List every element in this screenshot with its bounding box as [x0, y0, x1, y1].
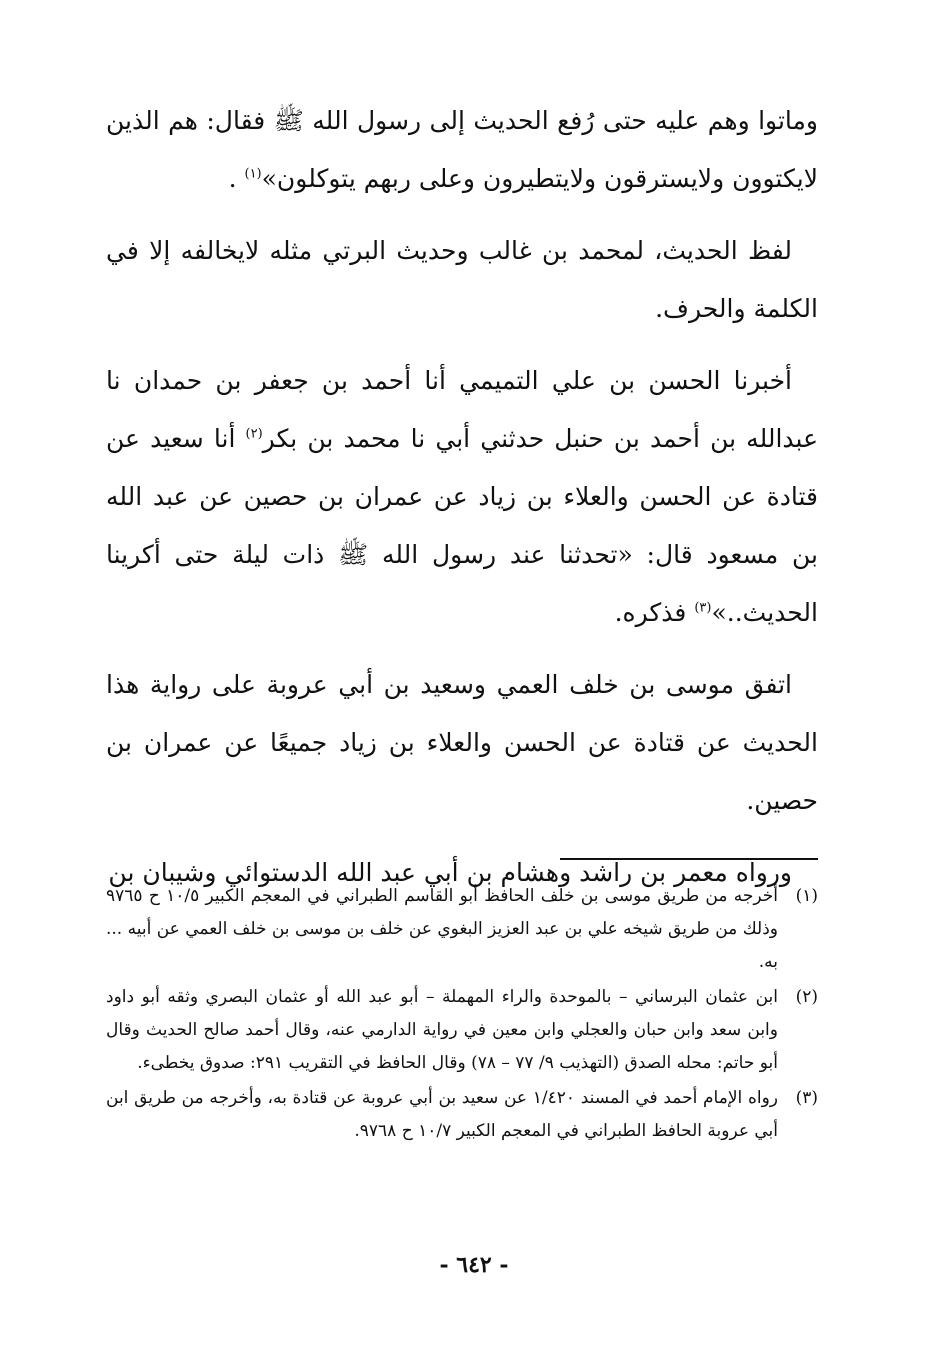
- footnote-3: [106, 1082, 818, 1148]
- footnote-separator: [560, 858, 818, 860]
- paragraph-3-part-a: أخبرنا الحسن بن علي التميمي أنا أحمد بن جعفر بن حمدان نا عبدالله بن أحمد بن حنبل حدثني أبي نا محمد بن بكر: [106, 366, 819, 453]
- footnote-number: (١): [795, 886, 818, 906]
- footnotes: [106, 880, 818, 1150]
- paragraph-3-part-b: أنا سعيد عن قتادة عن الحسن والعلاء بن زياد عن عمران بن حصين عن عبد الله بن مسعود قال: «تحدثنا عند رسول الله ﷺ ذات ليلة حتى أكرينا الحديث..»: [106, 424, 818, 627]
- footnote-1: [106, 880, 818, 979]
- footnote-ref-2: (٢): [245, 426, 263, 442]
- paragraph-3: [106, 352, 818, 642]
- footnote-number: (٢): [795, 987, 818, 1007]
- main-text: [106, 92, 818, 916]
- paragraph-1-end: .: [228, 164, 245, 193]
- page-number: - ٦٤٢ -: [439, 1252, 509, 1278]
- paragraph-2: لفظ الحديث، لمحمد بن غالب وحديث البرتي مثله لايخالفه إلا في الكلمة والحرف.: [106, 236, 818, 323]
- paragraph-1-text: وماتوا وهم عليه حتى رُفع الحديث إلى رسول الله ﷺ فقال: هم الذين لايكتوون ولايسترقون ولايتطيرون وعلى ربهم يتوكلون»: [106, 106, 818, 193]
- paragraph-5: ورواه معمر بن راشد وهشام بن أبي عبد الله الدستوائي وشيبان بن: [108, 858, 792, 887]
- footnote-2: [106, 981, 818, 1080]
- footnote-text: أخرجه من طريق موسى بن خلف الحافظ أبو القاسم الطبراني في المعجم الكبير ١٠/٥ ح ٩٧٦٥ وذلك من طريق شيخه علي بن عبد العزيز البغوي عن خلف بن موسى بن خلف العمي عن أبيه ... به.: [106, 886, 778, 972]
- footnote-number: (٣): [795, 1088, 818, 1108]
- footnote-text: رواه الإمام أحمد في المسند ١/٤٢٠ عن سعيد بن أبي عروبة عن قتادة به، وأخرجه من طريق ابن أبي عروبة الحافظ الطبراني في المعجم الكبير ١٠/٧ ح ٩٧٦٨.: [106, 1088, 779, 1141]
- footnote-ref-1: (١): [244, 166, 262, 182]
- paragraph-3-part-c: فذكره.: [614, 598, 695, 627]
- footnote-ref-3: (٣): [694, 600, 712, 616]
- paragraph-4: اتفق موسى بن خلف العمي وسعيد بن أبي عروبة على رواية هذا الحديث عن قتادة عن الحسن والعلاء بن زياد جميعًا عن عمران بن حصين.: [106, 670, 818, 815]
- paragraph-1: [106, 92, 818, 208]
- footnote-text: ابن عثمان البرساني – بالموحدة والراء المهملة – أبو عبد الله أو عثمان البصري وثقه أبو داود وابن سعد وابن حبان والعجلي وابن معين في رواية الدارمي عنه، وقال أحمد صالح الحديث وقال أبو حاتم: محله الصدق (التهذيب ٩/ ٧٧ – ٧٨) وقال الحافظ في التقريب ٢٩١: صدوق يخطىء.: [106, 987, 778, 1073]
